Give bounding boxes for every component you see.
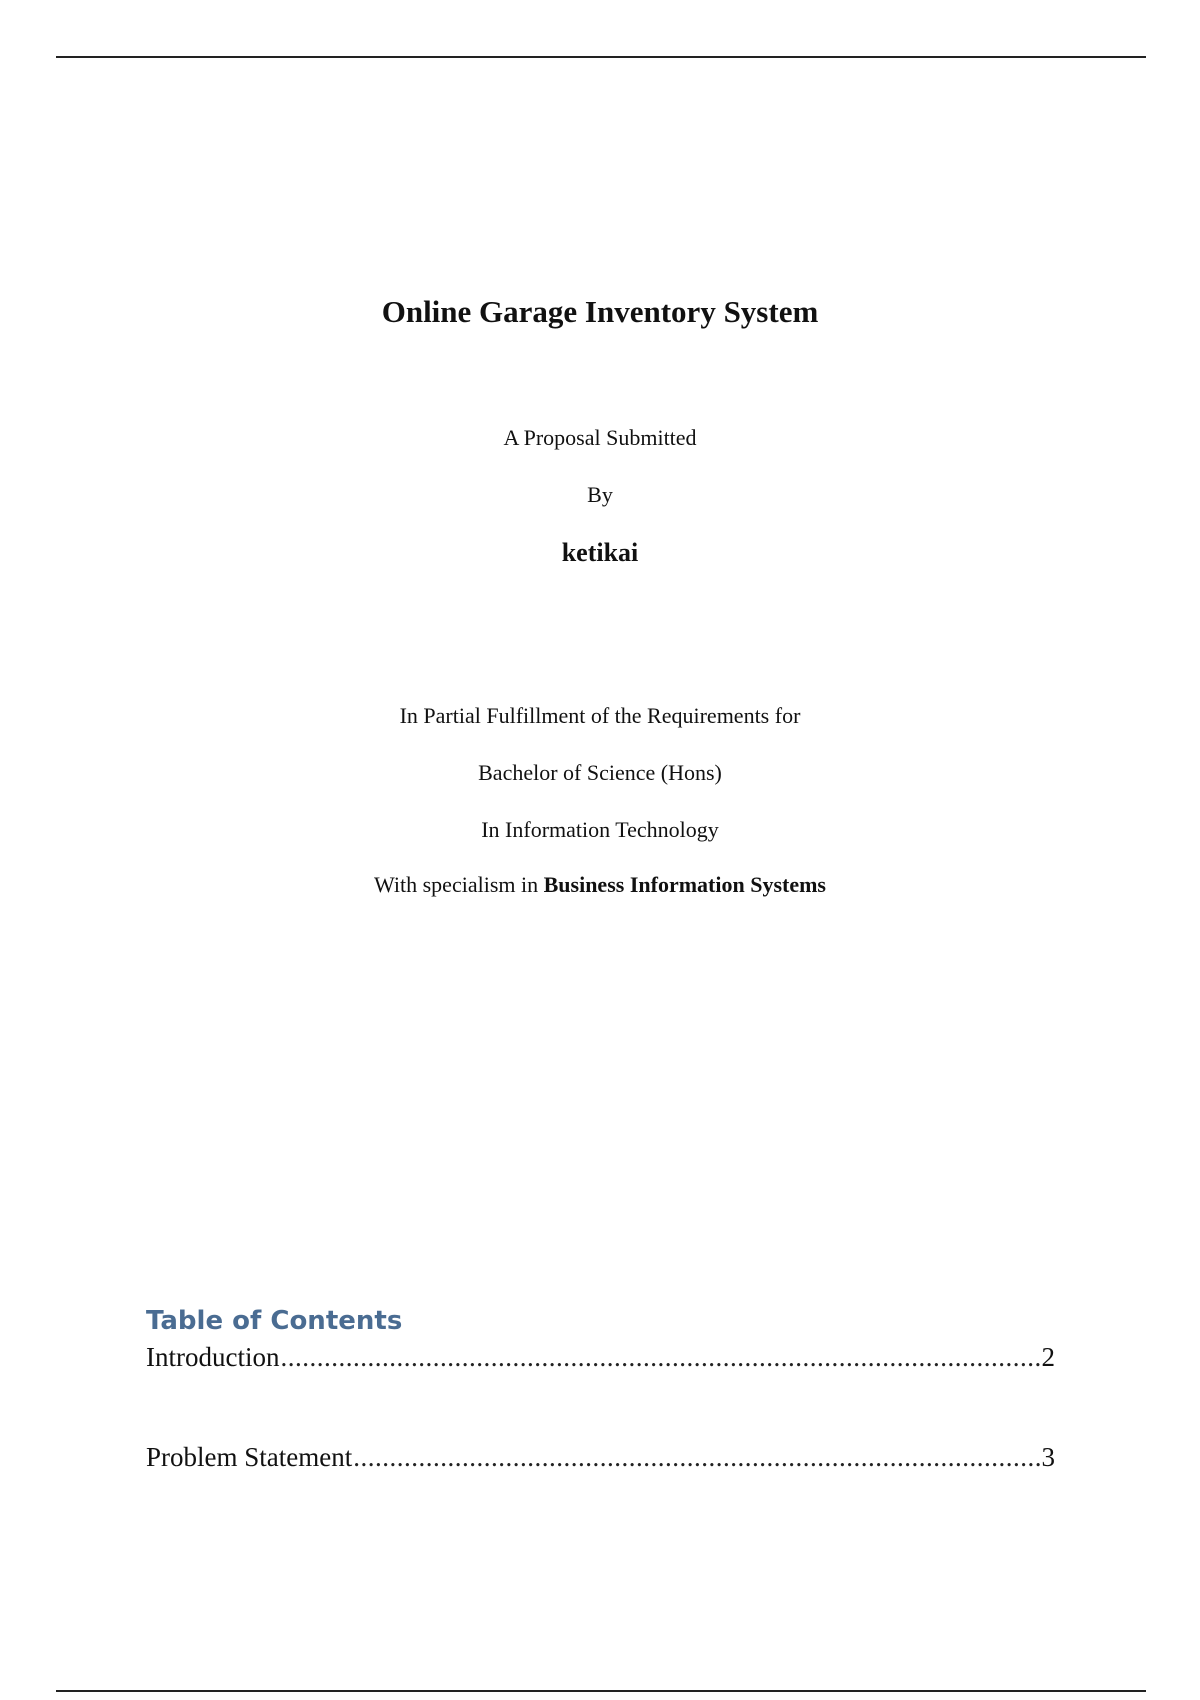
toc-entry-introduction[interactable] xyxy=(146,1342,1055,1373)
toc-entry-label: Problem Statement xyxy=(146,1442,353,1472)
degree-line: Bachelor of Science (Hons) xyxy=(478,760,722,785)
proposal-subtitle: A Proposal Submitted xyxy=(503,425,697,450)
top-page-rule xyxy=(56,56,1146,58)
toc-entry-label: Introduction xyxy=(146,1342,280,1372)
specialism-name: Business Information Systems xyxy=(543,872,826,897)
by-label: By xyxy=(587,482,613,507)
toc-heading: Table of Contents xyxy=(146,1306,403,1336)
specialism-prefix: With specialism in xyxy=(374,872,544,897)
document-title: Online Garage Inventory System xyxy=(381,294,819,329)
requirements-line-1: In Partial Fulfillment of the Requirements for xyxy=(399,703,801,728)
bottom-page-rule xyxy=(56,1690,1146,1692)
field-line: In Information Technology xyxy=(481,817,719,842)
toc-entry-page: 3 xyxy=(1041,1442,1055,1472)
toc-dot-leader xyxy=(353,1442,1040,1473)
toc-dot-leader xyxy=(280,1342,1040,1373)
toc-entry-problem-statement[interactable] xyxy=(146,1442,1055,1473)
toc-entry-page: 2 xyxy=(1041,1342,1055,1372)
specialism-line xyxy=(0,872,1200,898)
author-name: ketikai xyxy=(561,538,639,567)
